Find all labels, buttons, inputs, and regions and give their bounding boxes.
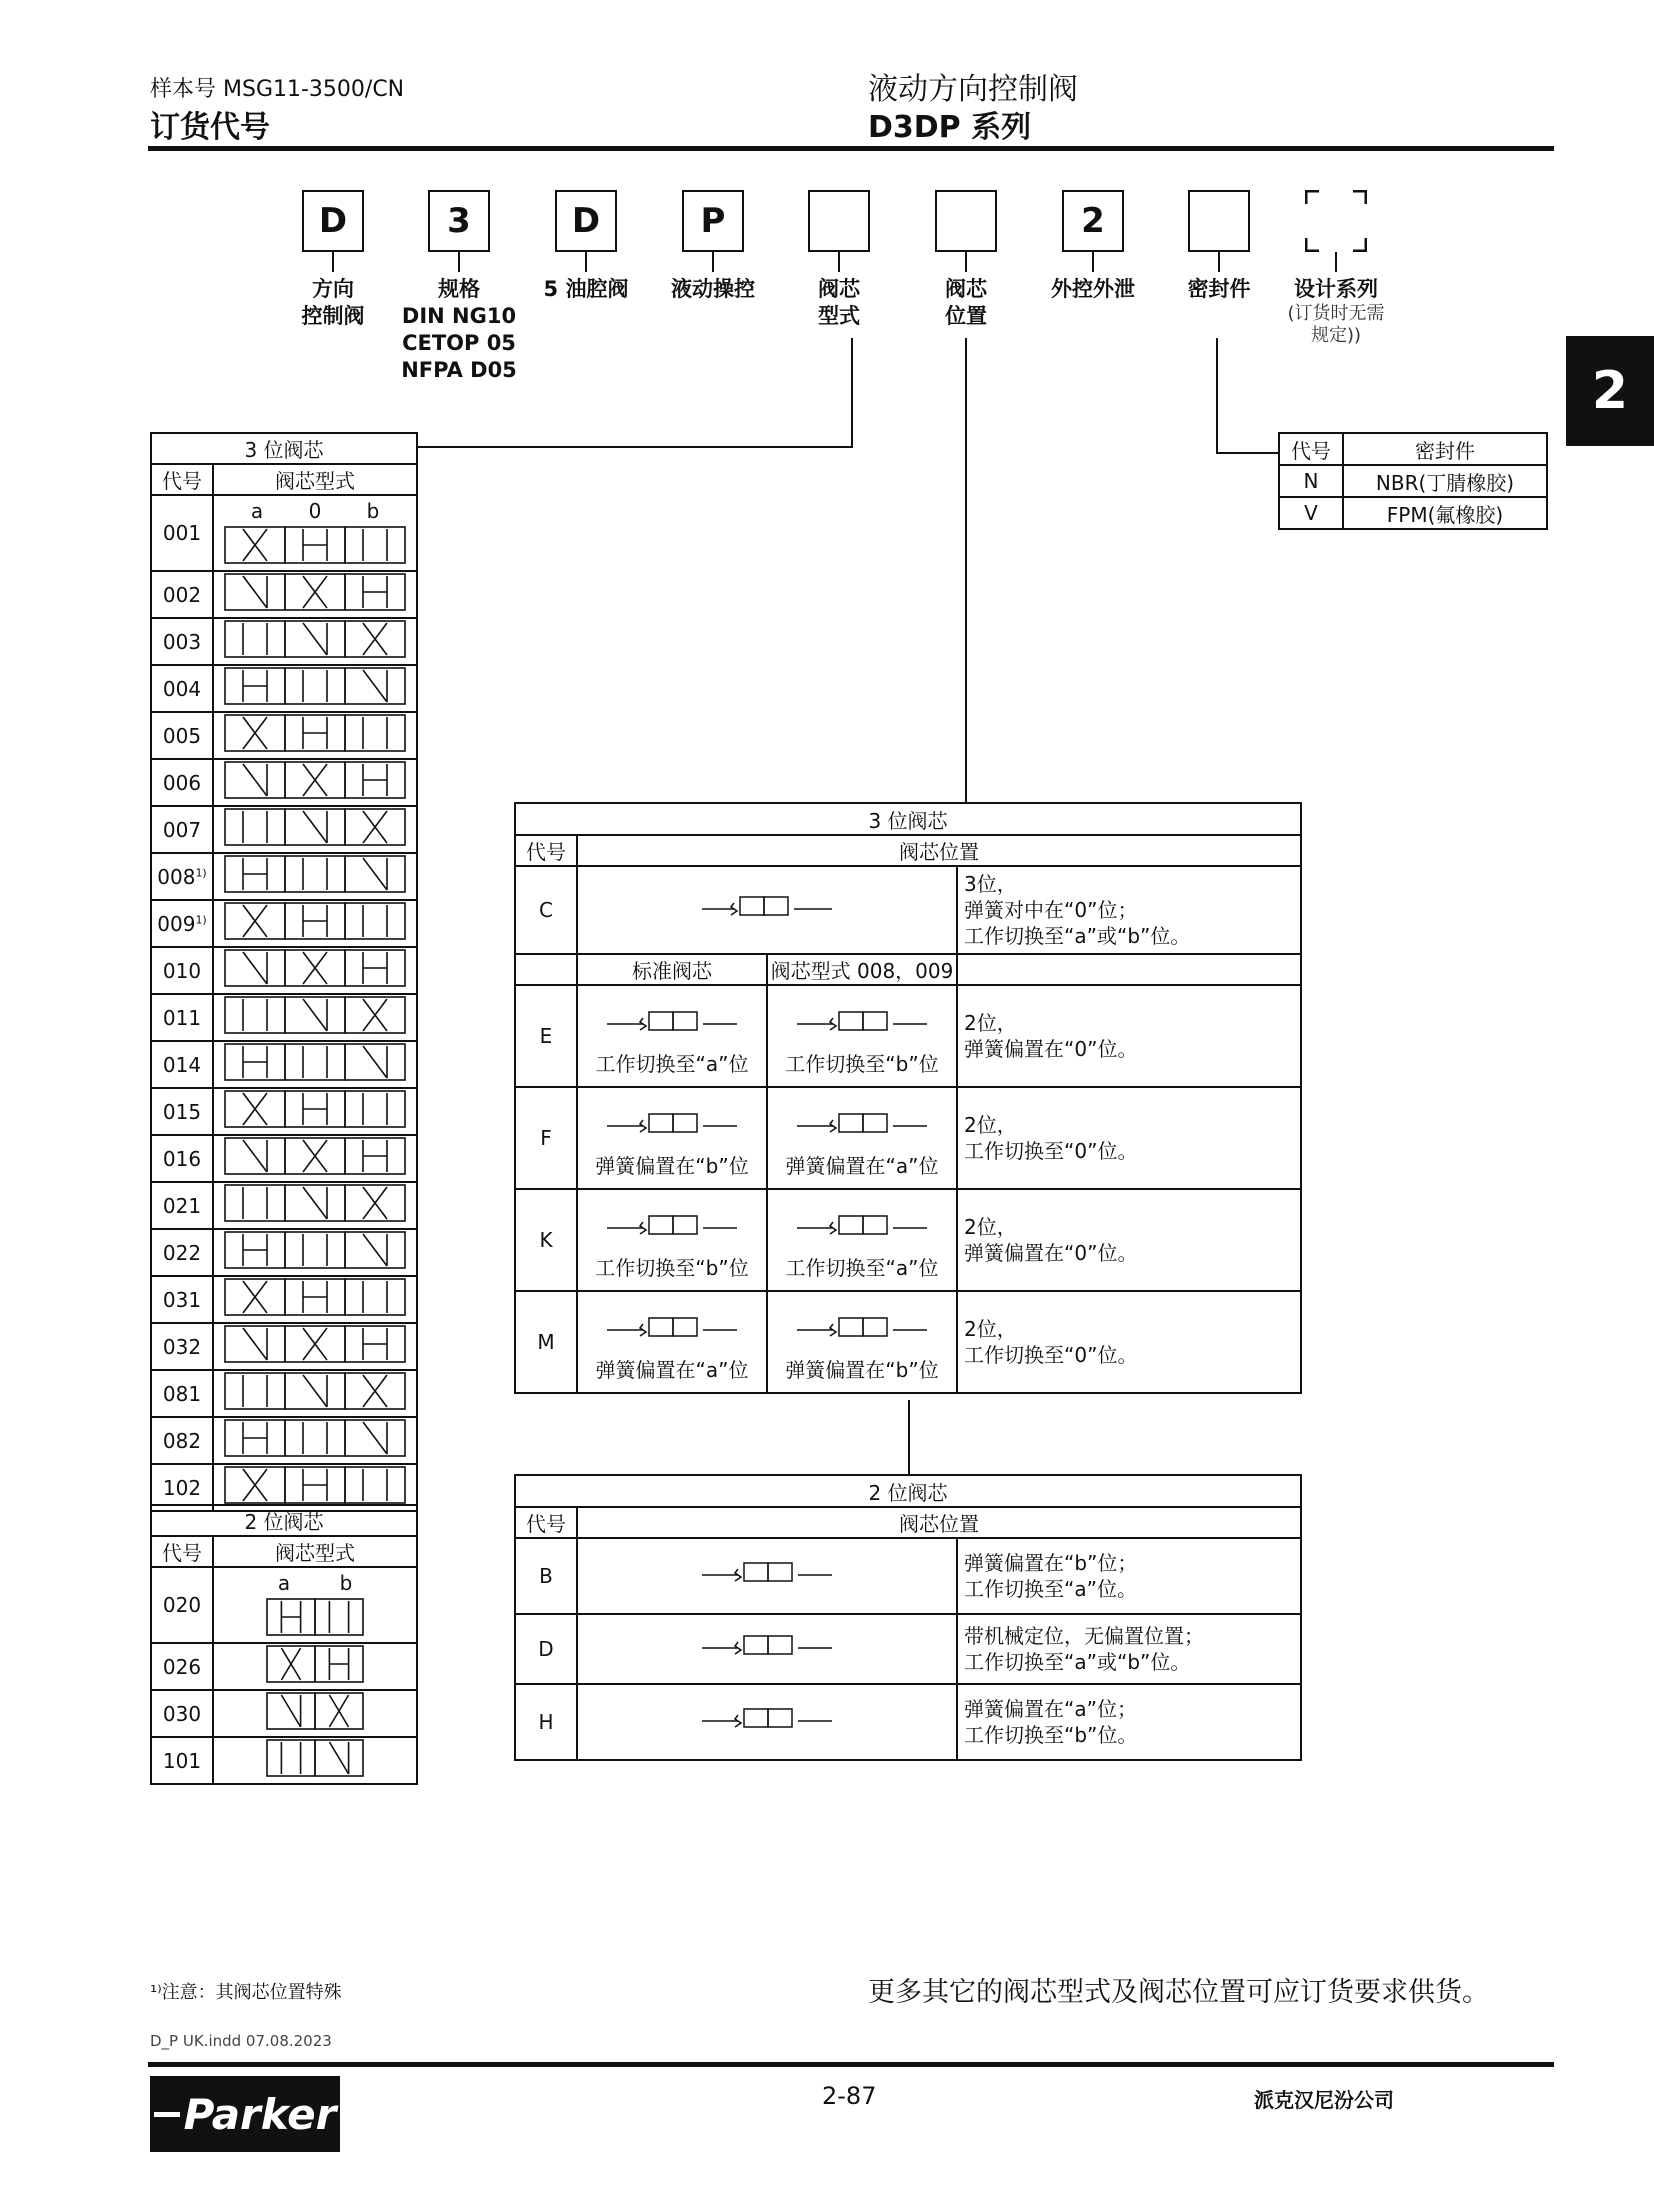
spool-symbol xyxy=(219,995,411,1035)
spool-code-text: 014 xyxy=(162,1052,202,1077)
valve-position-symbol xyxy=(777,1100,947,1150)
spool2-title: 2 位阀芯 xyxy=(151,1505,417,1536)
spool3-col-type: 阀芯型式 xyxy=(213,464,417,495)
symbol-caption: 工作切换至“b”位 xyxy=(785,1051,939,1076)
product-title: 液动方向控制阀 xyxy=(868,72,1078,107)
spool-code-text: 007 xyxy=(162,817,202,842)
parker-logo xyxy=(150,2076,340,2152)
spool-code: 026 xyxy=(151,1643,213,1690)
position-row xyxy=(515,1087,1301,1189)
connector-line xyxy=(851,338,853,448)
spool3-row xyxy=(151,1041,417,1088)
spool-symbol xyxy=(219,807,411,847)
spool-code xyxy=(151,712,213,759)
order-code-box: 3 xyxy=(428,190,490,252)
spool-symbol xyxy=(261,1738,369,1778)
spool2-row xyxy=(151,1643,417,1690)
order-code-tick xyxy=(1092,252,1094,272)
spool-code xyxy=(151,900,213,947)
order-code-box: P xyxy=(682,190,744,252)
pos-desc: 3位， 弹簧对中在“0”位； 工作切换至“a”或“b”位。 xyxy=(957,866,1301,954)
pos-code: C xyxy=(515,866,577,954)
spool-symbol xyxy=(219,1230,411,1270)
spool-code-text: 022 xyxy=(162,1240,202,1265)
symbol-caption: 弹簧偏置在“a”位 xyxy=(785,1153,939,1178)
symbol-cell xyxy=(767,1189,957,1291)
pos-desc: 弹簧偏置在“b”位； 工作切换至“a”位。 xyxy=(957,1538,1301,1614)
spool-symbol-cell xyxy=(213,1737,417,1784)
spool-symbol xyxy=(219,854,411,894)
product-series: D3DP 系列 xyxy=(868,110,1032,145)
symbol-cell xyxy=(577,985,767,1087)
spool-code xyxy=(151,806,213,853)
pos3-title: 3 位阀芯 xyxy=(515,803,1301,835)
spool-code xyxy=(151,1417,213,1464)
valve-position-symbol xyxy=(682,1549,852,1599)
connector-line xyxy=(965,338,967,802)
pos3-sub-special: 阀芯型式 008，009 xyxy=(767,954,957,985)
connector-line xyxy=(908,1400,910,1474)
order-code-label-text: 方向 控制阀 xyxy=(301,277,365,328)
valve-position-symbol xyxy=(682,1622,852,1672)
symbol-caption: 弹簧偏置在“b”位 xyxy=(595,1153,749,1178)
spool3-col-code: 代号 xyxy=(151,464,213,495)
spool-code xyxy=(151,1276,213,1323)
spool2-row xyxy=(151,1690,417,1737)
position3-table xyxy=(514,802,1302,1394)
valve-position-symbol xyxy=(587,998,757,1048)
spool3-row xyxy=(151,1417,417,1464)
spool-symbol-cell xyxy=(213,1323,417,1370)
catalog-number: 样本号 MSG11-3500/CN xyxy=(150,77,405,102)
spool-code xyxy=(151,994,213,1041)
order-code-box xyxy=(1188,190,1250,252)
spool3-row xyxy=(151,1182,417,1229)
symbol-cell xyxy=(577,1087,767,1189)
spool2-table xyxy=(150,1504,418,1785)
symbol-caption: 工作切换至“a”位 xyxy=(595,1051,749,1076)
spool3-row xyxy=(151,712,417,759)
position-labels xyxy=(213,1567,417,1597)
spool-symbol-cell xyxy=(213,571,417,618)
spool-code xyxy=(151,1370,213,1417)
connector-line xyxy=(418,446,852,448)
spool-code-text: 032 xyxy=(162,1334,202,1359)
logo-bar xyxy=(154,2112,180,2117)
dashed-box-corners xyxy=(1305,190,1367,252)
pos-code: B xyxy=(515,1538,577,1614)
spool-symbol xyxy=(219,525,411,565)
page-number: 2-87 xyxy=(822,2082,877,2110)
position-label: b xyxy=(366,498,380,523)
spool-symbol xyxy=(219,760,411,800)
pos-code: F xyxy=(515,1087,577,1189)
spool3-row xyxy=(151,900,417,947)
pos3-sub-standard: 标准阀芯 xyxy=(577,954,767,985)
spool-code-text: 002 xyxy=(162,582,202,607)
spool-symbol-cell xyxy=(213,994,417,1041)
position-row xyxy=(515,1189,1301,1291)
spool3-row xyxy=(151,994,417,1041)
connector-line xyxy=(1216,452,1278,454)
spool-symbol xyxy=(261,1597,369,1637)
pos-desc: 2位， 弹簧偏置在“0”位。 xyxy=(957,985,1301,1087)
spool-code xyxy=(151,853,213,900)
spool-symbol-cell xyxy=(213,1690,417,1737)
pos-desc: 2位， 工作切换至“0”位。 xyxy=(957,1291,1301,1393)
spool-symbol xyxy=(261,1644,369,1684)
order-code-label-text: 阀芯 位置 xyxy=(945,277,987,328)
position-row xyxy=(515,1538,1301,1614)
spool3-title: 3 位阀芯 xyxy=(151,433,417,464)
spool3-row xyxy=(151,1276,417,1323)
seal-name: FPM(氟橡胶) xyxy=(1343,497,1547,529)
spool3-row xyxy=(151,1323,417,1370)
valve-position-symbol xyxy=(587,1100,757,1150)
spool3-row xyxy=(151,1135,417,1182)
spool-symbol xyxy=(219,901,411,941)
valve-symbol xyxy=(682,883,852,938)
spool-symbol xyxy=(219,948,411,988)
spool-symbol xyxy=(219,1136,411,1176)
spool-code xyxy=(151,947,213,994)
spool3-row xyxy=(151,665,417,712)
valve-position-symbol xyxy=(777,1304,947,1354)
spool-code: 020 xyxy=(151,1567,213,1643)
order-code-tick xyxy=(1218,252,1220,272)
symbol-cell xyxy=(577,1684,957,1760)
valve-position-symbol xyxy=(587,1202,757,1252)
pos-code: E xyxy=(515,985,577,1087)
spool-code-text: 102 xyxy=(162,1475,202,1500)
symbol-cell xyxy=(767,985,957,1087)
spool2-col-type: 阀芯型式 xyxy=(213,1536,417,1567)
order-code-box: D xyxy=(302,190,364,252)
spool-symbol-cell xyxy=(213,1229,417,1276)
spool2-row xyxy=(151,1737,417,1784)
spool3-row xyxy=(151,947,417,994)
symbol-cell xyxy=(577,866,957,954)
spool-code-text: 006 xyxy=(162,770,202,795)
position-row xyxy=(515,1684,1301,1760)
spool-code xyxy=(151,1135,213,1182)
seal-name: NBR(丁腈橡胶) xyxy=(1343,465,1547,497)
valve-position-symbol xyxy=(777,1202,947,1252)
spool3-row xyxy=(151,618,417,665)
spool-code xyxy=(151,665,213,712)
pos-code: H xyxy=(515,1684,577,1760)
pos-code: K xyxy=(515,1189,577,1291)
spool-code-text: 008 xyxy=(157,864,196,889)
symbol-caption: 工作切换至“a”位 xyxy=(785,1255,939,1280)
order-code-label-text: 外控外泄 xyxy=(1051,277,1135,301)
position-label: a xyxy=(277,1570,291,1595)
spool-symbol xyxy=(219,1042,411,1082)
spool-symbol xyxy=(219,572,411,612)
symbol-cell xyxy=(577,1291,767,1393)
spool3-row xyxy=(151,1088,417,1135)
spool3-row xyxy=(151,1229,417,1276)
symbol-cell xyxy=(577,1189,767,1291)
spool-symbol xyxy=(219,1277,411,1317)
order-code-label-text: 设计系列 xyxy=(1294,277,1378,301)
spool-symbol-cell xyxy=(213,1088,417,1135)
spool-code xyxy=(151,1182,213,1229)
order-code-box xyxy=(1305,190,1367,252)
seal-code: V xyxy=(1279,497,1343,529)
spool-symbol-cell xyxy=(213,1597,417,1643)
spool-symbol-cell xyxy=(213,947,417,994)
spool-symbol-cell xyxy=(213,712,417,759)
symbol-caption: 弹簧偏置在“b”位 xyxy=(785,1357,939,1382)
spool-code xyxy=(151,571,213,618)
order-code-tick xyxy=(585,252,587,272)
connector-line xyxy=(1216,338,1218,454)
valve-position-symbol xyxy=(587,1304,757,1354)
order-code-note: (订货时无需 规定)) xyxy=(1287,303,1385,346)
pos-desc: 2位， 弹簧偏置在“0”位。 xyxy=(957,1189,1301,1291)
spool3-row xyxy=(151,571,417,618)
order-code-box xyxy=(808,190,870,252)
pos3-col-code: 代号 xyxy=(515,835,577,866)
section-title: 订货代号 xyxy=(150,110,270,145)
pos2-title: 2 位阀芯 xyxy=(515,1475,1301,1507)
spool3-row xyxy=(151,759,417,806)
spool3-row xyxy=(151,806,417,853)
company-name: 派克汉尼汾公司 xyxy=(1254,2088,1394,2112)
spool3-row xyxy=(151,853,417,900)
order-code-box: 2 xyxy=(1062,190,1124,252)
symbol-cell xyxy=(577,1538,957,1614)
position2-table xyxy=(514,1474,1302,1761)
pos2-col-position: 阀芯位置 xyxy=(577,1507,1301,1538)
symbol-cell xyxy=(767,1291,957,1393)
spool-code-text: 003 xyxy=(162,629,202,654)
spool-symbol-cell xyxy=(213,1182,417,1229)
spool-symbol-cell xyxy=(213,665,417,712)
order-code-tick xyxy=(712,252,714,272)
spool-symbol xyxy=(219,1371,411,1411)
spool-code-text: 016 xyxy=(162,1146,202,1171)
symbol-caption: 工作切换至“b”位 xyxy=(595,1255,749,1280)
spool-code xyxy=(151,1088,213,1135)
footnote-mark: 1) xyxy=(195,912,207,926)
spool-code-text: 009 xyxy=(157,911,196,936)
footer-rule xyxy=(148,2062,1554,2067)
position-row xyxy=(515,985,1301,1087)
spool-code-text: 021 xyxy=(162,1193,202,1218)
spool-symbol-cell xyxy=(213,759,417,806)
order-code-label-text: 密封件 xyxy=(1187,277,1251,301)
position-label: a xyxy=(250,498,264,523)
spool-symbol-cell xyxy=(213,618,417,665)
spool-symbol xyxy=(219,666,411,706)
file-info: D_P UK.indd 07.08.2023 xyxy=(150,2032,332,2050)
order-code-label-text: 5 油腔阀 xyxy=(543,277,629,301)
more-note: 更多其它的阀芯型式及阀芯位置可应订货要求供货。 xyxy=(868,1977,1489,2008)
spool-code-text: 005 xyxy=(162,723,202,748)
position-row xyxy=(515,1291,1301,1393)
pos-code: M xyxy=(515,1291,577,1393)
order-code-box: D xyxy=(555,190,617,252)
spool-code-text: 011 xyxy=(162,1005,202,1030)
spool-symbol-cell xyxy=(213,1276,417,1323)
spool-code-text: 031 xyxy=(162,1287,202,1312)
spool-symbol xyxy=(219,1089,411,1129)
spool-code-text: 015 xyxy=(162,1099,202,1124)
order-code-label-text: 阀芯 型式 xyxy=(818,277,860,328)
symbol-caption: 弹簧偏置在“a”位 xyxy=(595,1357,749,1382)
symbol-cell xyxy=(767,1087,957,1189)
order-code-tick xyxy=(838,252,840,272)
spool3-table xyxy=(150,432,418,1512)
chapter-tab: 2 xyxy=(1566,336,1654,446)
spool3-row xyxy=(151,1370,417,1417)
spool2-col-code: 代号 xyxy=(151,1536,213,1567)
seal-table xyxy=(1278,432,1548,530)
spool-symbol xyxy=(219,1324,411,1364)
footnote: ¹⁾注意：其阀芯位置特殊 xyxy=(150,1982,342,2003)
pos-desc: 2位， 工作切换至“0”位。 xyxy=(957,1087,1301,1189)
position-labels xyxy=(213,495,417,525)
position-label: b xyxy=(339,1570,353,1595)
valve-position-symbol xyxy=(682,1695,852,1745)
spool-symbol-cell xyxy=(213,1643,417,1690)
seal-code: N xyxy=(1279,465,1343,497)
spool-code-text: 004 xyxy=(162,676,202,701)
order-code-tick xyxy=(332,252,334,272)
spool-symbol-cell xyxy=(213,900,417,947)
spool-symbol xyxy=(219,619,411,659)
order-code-tick xyxy=(965,252,967,272)
spool-symbol xyxy=(219,713,411,753)
spool-code: 101 xyxy=(151,1737,213,1784)
spool-symbol-cell xyxy=(213,1417,417,1464)
header-rule xyxy=(148,146,1554,151)
spool-code xyxy=(151,1041,213,1088)
spool-symbol xyxy=(261,1691,369,1731)
spool-symbol-cell xyxy=(213,1041,417,1088)
position-label: 0 xyxy=(308,498,322,523)
spool-code xyxy=(151,1323,213,1370)
spool-code-text: 082 xyxy=(162,1428,202,1453)
spool-code xyxy=(151,618,213,665)
pos3-col-position: 阀芯位置 xyxy=(577,835,1301,866)
spool-code-text: 010 xyxy=(162,958,202,983)
logo-text: Parker xyxy=(183,2089,337,2139)
order-code-tick xyxy=(458,252,460,272)
spool-code: 030 xyxy=(151,1690,213,1737)
pos-desc: 带机械定位，无偏置位置； 工作切换至“a”或“b”位。 xyxy=(957,1614,1301,1684)
order-code-tick xyxy=(1335,252,1337,272)
spool-code xyxy=(151,1229,213,1276)
seal-col-code: 代号 xyxy=(1279,433,1343,465)
spool-symbol-cell xyxy=(213,1370,417,1417)
spool-symbol-cell xyxy=(213,806,417,853)
valve-position-symbol xyxy=(682,883,852,933)
symbol-cell xyxy=(577,1614,957,1684)
pos2-col-code: 代号 xyxy=(515,1507,577,1538)
order-code-label-text: 液动操控 xyxy=(671,277,755,301)
spool-code: 001 xyxy=(151,495,213,571)
spool-code xyxy=(151,759,213,806)
spool-code-text: 081 xyxy=(162,1381,202,1406)
order-code-label xyxy=(1260,276,1412,347)
spool-symbol xyxy=(219,1465,411,1505)
pos-desc: 弹簧偏置在“a”位； 工作切换至“b”位。 xyxy=(957,1684,1301,1760)
pos-code: D xyxy=(515,1614,577,1684)
valve-position-symbol xyxy=(777,998,947,1048)
spool-symbol xyxy=(219,1183,411,1223)
position-row xyxy=(515,1614,1301,1684)
footnote-mark: 1) xyxy=(195,865,207,879)
spool-symbol-cell xyxy=(213,853,417,900)
spool-symbol-cell xyxy=(213,525,417,571)
spool-symbol-cell xyxy=(213,1135,417,1182)
spool-symbol xyxy=(219,1418,411,1458)
order-code-box xyxy=(935,190,997,252)
seal-col-seal: 密封件 xyxy=(1343,433,1547,465)
order-code-label-text: 规格 DIN NG10 CETOP 05 NFPA D05 xyxy=(401,277,517,382)
